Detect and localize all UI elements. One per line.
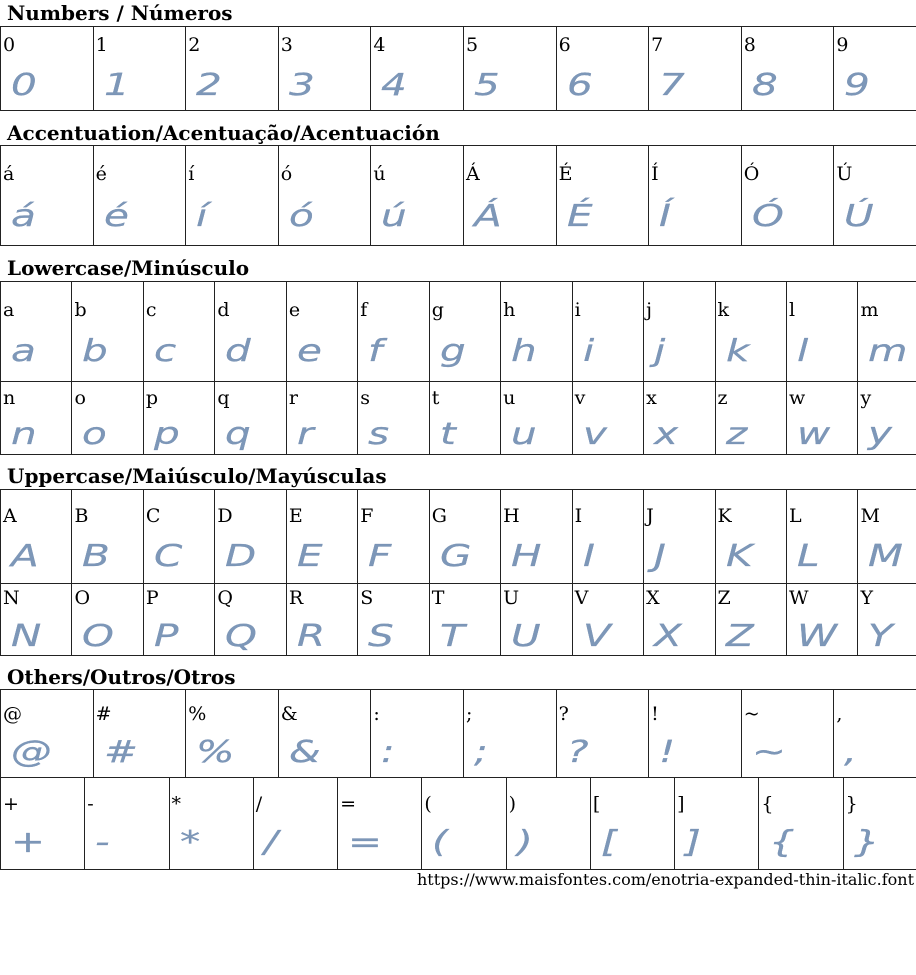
glyph-cell: [572, 282, 643, 382]
glyph-cell: [644, 282, 715, 382]
glyph-label: V: [574, 587, 589, 609]
glyph-sample: ]: [685, 825, 701, 860]
glyph-cell: [506, 778, 590, 870]
glyph-sample: [: [600, 825, 617, 860]
glyph-sample: 3: [288, 68, 315, 103]
glyph-label: v: [574, 387, 586, 409]
glyph-sample: V: [582, 619, 611, 654]
glyph-sample: ): [516, 825, 533, 860]
glyph-label: ,: [836, 703, 843, 725]
glyph-sample: R: [296, 619, 325, 654]
glyph-label: 0: [3, 34, 16, 56]
glyph-cell: [786, 490, 857, 584]
glyph-sample: 6: [566, 68, 593, 103]
glyph-label: F: [360, 505, 374, 527]
glyph-label: =: [340, 793, 356, 815]
glyph-cell: [286, 490, 357, 584]
lowercase-section-title: Lowercase/Minúsculo: [7, 256, 250, 280]
glyph-label: W: [788, 587, 809, 609]
glyph-sample: :: [381, 735, 396, 770]
glyph-sample: I: [582, 539, 595, 574]
glyph-sample: s: [368, 417, 390, 452]
uppercase-row-1: [1, 490, 916, 584]
glyph-sample: o: [82, 417, 108, 452]
glyph-cell: [286, 382, 357, 455]
glyph-sample: *: [179, 825, 200, 860]
glyph-sample: T: [439, 619, 465, 654]
glyph-label: x: [646, 387, 657, 409]
glyph-sample: d: [225, 334, 252, 369]
glyph-label: Q: [217, 587, 233, 609]
glyph-cell: [463, 146, 556, 246]
glyph-cell: [286, 584, 357, 656]
glyph-sample: #: [103, 735, 138, 770]
glyph-label: ;: [465, 703, 473, 725]
glyph-sample: p: [153, 417, 180, 452]
glyph-label: u: [503, 387, 516, 409]
glyph-label: 7: [651, 34, 664, 56]
glyph-cell: [572, 490, 643, 584]
glyph-label: ): [508, 793, 517, 815]
glyph-cell: [72, 382, 143, 455]
glyph-label: T: [431, 587, 445, 609]
glyph-label: f: [360, 299, 368, 321]
glyph-cell: [215, 382, 286, 455]
glyph-sample: b: [82, 334, 109, 369]
glyph-sample: ,: [844, 735, 858, 770]
glyph-label: X: [646, 587, 660, 609]
glyph-label: -: [87, 793, 94, 815]
glyph-cell: [501, 382, 572, 455]
glyph-label: s: [360, 387, 371, 409]
glyph-label: Z: [717, 587, 731, 609]
glyph-label: 3: [280, 34, 293, 56]
lowercase-table: [0, 281, 916, 455]
glyph-cell: [1, 146, 94, 246]
glyph-label: ó: [280, 163, 293, 185]
glyph-cell: [93, 690, 186, 778]
glyph-label: é: [95, 163, 107, 185]
glyph-label: á: [3, 163, 15, 185]
glyph-sample: w: [796, 417, 831, 452]
glyph-sample: ?: [566, 735, 589, 770]
glyph-cell: [358, 584, 429, 656]
glyph-cell: [169, 778, 253, 870]
glyph-cell: [278, 27, 371, 111]
glyph-label: D: [217, 505, 233, 527]
glyph-label: 6: [558, 34, 571, 56]
others-row-1: [1, 690, 916, 778]
glyph-sample: h: [511, 334, 537, 369]
glyph-cell: [786, 584, 857, 656]
glyph-sample: q: [225, 417, 252, 452]
glyph-sample: (: [432, 825, 449, 860]
glyph-sample: a: [11, 334, 36, 369]
glyph-sample: G: [439, 539, 472, 574]
glyph-sample: O: [82, 619, 115, 654]
glyph-sample: Í: [659, 199, 672, 234]
glyph-sample: U: [511, 619, 541, 654]
numbers-section-title: Numbers / Números: [7, 1, 233, 25]
glyph-label: Ó: [743, 163, 760, 185]
glyph-sample: z: [725, 417, 747, 452]
glyph-cell: [1, 690, 94, 778]
glyph-label: @: [3, 703, 22, 725]
uppercase-table: [0, 489, 916, 656]
glyph-label: r: [288, 387, 298, 409]
glyph-sample: é: [103, 199, 129, 234]
glyph-cell: [556, 690, 649, 778]
glyph-sample: !: [659, 735, 676, 770]
glyph-cell: [253, 778, 337, 870]
numbers-table: [0, 26, 916, 111]
glyph-sample: ú: [381, 199, 408, 234]
glyph-cell: [572, 382, 643, 455]
glyph-cell: [741, 146, 834, 246]
glyph-label: ]: [677, 793, 685, 815]
glyph-cell: [215, 584, 286, 656]
others-section-title: Others/Outros/Otros: [7, 665, 236, 689]
glyph-label: 4: [373, 34, 386, 56]
glyph-cell: [72, 584, 143, 656]
glyph-label: !: [651, 703, 659, 725]
lowercase-row-1: [1, 282, 916, 382]
others-row-2: [1, 778, 916, 870]
glyph-label: ú: [373, 163, 386, 185]
glyph-sample: ó: [288, 199, 314, 234]
glyph-cell: [644, 490, 715, 584]
glyph-label: K: [717, 505, 732, 527]
glyph-cell: [715, 584, 786, 656]
glyph-cell: [143, 282, 214, 382]
glyph-label: /: [255, 793, 263, 815]
glyph-cell: [843, 778, 916, 870]
glyph-cell: [371, 690, 464, 778]
glyph-label: y: [860, 387, 872, 409]
glyph-sample: ;: [473, 735, 488, 770]
glyph-sample: Q: [225, 619, 258, 654]
glyph-sample: X: [654, 619, 682, 654]
glyph-cell: [93, 27, 186, 111]
glyph-cell: [501, 490, 572, 584]
glyph-sample: Ó: [751, 199, 784, 234]
glyph-label: h: [503, 299, 516, 321]
glyph-sample: v: [582, 417, 607, 452]
glyph-sample: {: [769, 825, 796, 860]
glyph-label: c: [145, 299, 157, 321]
glyph-cell: [429, 490, 500, 584]
glyph-sample: @: [11, 735, 52, 770]
glyph-sample: D: [225, 539, 257, 574]
glyph-cell: [143, 490, 214, 584]
accents-table: [0, 145, 916, 246]
glyph-cell: [858, 282, 916, 382]
glyph-cell: [338, 778, 422, 870]
glyph-label: q: [217, 387, 230, 409]
glyph-cell: [741, 690, 834, 778]
glyph-cell: [741, 27, 834, 111]
glyph-sample: r: [296, 417, 314, 452]
glyph-cell: [358, 490, 429, 584]
glyph-cell: [358, 282, 429, 382]
glyph-sample: L: [796, 539, 820, 574]
glyph-cell: [371, 27, 464, 111]
glyph-cell: [858, 382, 916, 455]
glyph-cell: [371, 146, 464, 246]
glyph-cell: [649, 690, 742, 778]
glyph-label: í: [188, 163, 195, 185]
glyph-sample: Y: [868, 619, 894, 654]
glyph-label: z: [717, 387, 728, 409]
glyph-label: n: [3, 387, 16, 409]
glyph-sample: c: [153, 334, 177, 369]
glyph-cell: [675, 778, 759, 870]
glyph-sample: 8: [751, 68, 778, 103]
glyph-cell: [429, 382, 500, 455]
glyph-sample: H: [511, 539, 542, 574]
glyph-sample: -: [95, 825, 110, 860]
glyph-label: É: [558, 163, 573, 185]
glyph-cell: [215, 490, 286, 584]
glyph-sample: g: [439, 334, 466, 369]
glyph-cell: [556, 27, 649, 111]
glyph-cell: [143, 584, 214, 656]
footer-url: https://www.maisfontes.com/enotria-expanded-thin-italic.font: [416, 870, 914, 889]
glyph-cell: [858, 584, 916, 656]
glyph-sample: J: [654, 539, 667, 574]
accents-row: [1, 146, 916, 246]
lowercase-row-2: [1, 382, 916, 455]
glyph-cell: [186, 27, 279, 111]
glyph-cell: [649, 146, 742, 246]
glyph-label: Y: [860, 587, 873, 609]
glyph-cell: [590, 778, 674, 870]
glyph-sample: +: [11, 825, 45, 860]
glyph-cell: [429, 282, 500, 382]
glyph-label: w: [788, 387, 806, 409]
glyph-cell: [463, 690, 556, 778]
accents-section-title: Accentuation/Acentuação/Acentuación: [7, 121, 440, 145]
glyph-sample: l: [796, 334, 809, 369]
glyph-label: R: [288, 587, 304, 609]
glyph-label: S: [360, 587, 374, 609]
glyph-sample: %: [196, 735, 235, 770]
glyph-cell: [572, 584, 643, 656]
glyph-cell: [93, 146, 186, 246]
glyph-sample: 4: [381, 68, 408, 103]
glyph-cell: [286, 282, 357, 382]
glyph-label: P: [145, 587, 159, 609]
glyph-cell: [72, 282, 143, 382]
glyph-sample: 2: [196, 68, 222, 103]
glyph-cell: [85, 778, 169, 870]
numbers-row: [1, 27, 916, 111]
glyph-cell: [72, 490, 143, 584]
glyph-label: U: [503, 587, 520, 609]
glyph-sample: P: [153, 619, 179, 654]
glyph-label: B: [74, 505, 89, 527]
glyph-sample: =: [348, 825, 383, 860]
glyph-sample: &: [288, 735, 321, 770]
glyph-sample: n: [11, 417, 37, 452]
uppercase-section-title: Uppercase/Maiúsculo/Mayúsculas: [7, 464, 387, 488]
glyph-cell: [834, 690, 916, 778]
glyph-label: M: [860, 505, 880, 527]
glyph-cell: [786, 382, 857, 455]
glyph-sample: e: [296, 334, 322, 369]
glyph-label: [: [592, 793, 601, 815]
glyph-sample: 5: [473, 68, 500, 103]
glyph-label: }: [845, 793, 858, 815]
glyph-cell: [834, 27, 916, 111]
glyph-label: 1: [95, 34, 108, 56]
glyph-label: g: [431, 299, 444, 321]
glyph-label: C: [145, 505, 161, 527]
glyph-sample: f: [368, 334, 383, 369]
glyph-sample: 7: [659, 68, 685, 103]
glyph-sample: }: [853, 825, 880, 860]
glyph-label: ?: [558, 703, 569, 725]
glyph-label: H: [503, 505, 520, 527]
glyph-cell: [278, 146, 371, 246]
glyph-label: l: [788, 299, 796, 321]
glyph-sample: Z: [725, 619, 754, 654]
glyph-label: J: [646, 505, 654, 527]
glyph-label: G: [431, 505, 447, 527]
glyph-sample: 9: [844, 68, 871, 103]
glyph-label: e: [288, 299, 301, 321]
glyph-label: N: [3, 587, 20, 609]
glyph-sample: B: [82, 539, 111, 574]
glyph-cell: [834, 146, 916, 246]
glyph-label: Í: [651, 163, 659, 185]
glyph-sample: m: [868, 334, 908, 369]
uppercase-row-2: [1, 584, 916, 656]
glyph-sample: x: [654, 417, 679, 452]
glyph-cell: [715, 490, 786, 584]
glyph-sample: u: [511, 417, 537, 452]
glyph-cell: [186, 146, 279, 246]
glyph-label: %: [188, 703, 207, 725]
glyph-cell: [429, 584, 500, 656]
glyph-sample: K: [725, 539, 753, 574]
glyph-cell: [463, 27, 556, 111]
glyph-sample: M: [868, 539, 904, 574]
glyph-sample: Á: [473, 199, 502, 234]
glyph-cell: [759, 778, 843, 870]
glyph-sample: i: [582, 334, 594, 369]
glyph-cell: [786, 282, 857, 382]
glyph-label: 5: [465, 34, 479, 56]
glyph-sample: j: [654, 334, 666, 369]
glyph-cell: [422, 778, 506, 870]
glyph-sample: Ú: [844, 199, 875, 234]
glyph-sample: E: [296, 539, 323, 574]
glyph-label: E: [288, 505, 303, 527]
others-table-2: [0, 777, 916, 870]
glyph-sample: t: [439, 417, 456, 452]
glyph-label: #: [95, 703, 112, 725]
glyph-label: 2: [188, 34, 201, 56]
glyph-label: &: [280, 703, 298, 725]
glyph-cell: [644, 584, 715, 656]
others-table-1: [0, 689, 916, 778]
glyph-label: k: [717, 299, 730, 321]
glyph-sample: F: [368, 539, 392, 574]
glyph-cell: [556, 146, 649, 246]
glyph-cell: [715, 282, 786, 382]
glyph-label: +: [3, 793, 19, 815]
glyph-cell: [278, 690, 371, 778]
glyph-sample: S: [368, 619, 394, 654]
glyph-sample: k: [725, 334, 749, 369]
glyph-label: p: [145, 387, 159, 409]
glyph-sample: C: [153, 539, 183, 574]
glyph-label: b: [74, 299, 87, 321]
glyph-cell: [715, 382, 786, 455]
glyph-sample: W: [796, 619, 838, 654]
glyph-sample: É: [566, 199, 593, 234]
glyph-label: *: [171, 793, 182, 815]
glyph-label: t: [431, 387, 440, 409]
glyph-cell: [858, 490, 916, 584]
glyph-label: I: [574, 505, 583, 527]
glyph-label: o: [74, 387, 86, 409]
glyph-label: (: [424, 793, 432, 815]
glyph-cell: [1, 27, 94, 111]
glyph-cell: [1, 584, 72, 656]
glyph-cell: [358, 382, 429, 455]
glyph-cell: [501, 584, 572, 656]
glyph-sample: /: [263, 825, 278, 860]
glyph-cell: [1, 282, 72, 382]
glyph-sample: í: [196, 199, 208, 234]
glyph-cell: [1, 778, 85, 870]
glyph-cell: [1, 490, 72, 584]
glyph-cell: [649, 27, 742, 111]
glyph-sample: á: [11, 199, 36, 234]
glyph-label: m: [860, 299, 879, 321]
glyph-sample: A: [11, 539, 39, 574]
glyph-sample: y: [868, 417, 893, 452]
glyph-label: Ú: [836, 163, 853, 185]
glyph-cell: [186, 690, 279, 778]
glyph-label: Á: [465, 163, 480, 185]
glyph-label: L: [788, 505, 802, 527]
glyph-label: ~: [743, 703, 760, 725]
glyph-sample: N: [11, 619, 42, 654]
glyph-label: 9: [836, 34, 849, 56]
glyph-label: :: [373, 703, 380, 725]
glyph-label: d: [217, 299, 230, 321]
glyph-cell: [215, 282, 286, 382]
glyph-sample: 0: [11, 68, 37, 103]
glyph-label: {: [761, 793, 774, 815]
glyph-label: O: [74, 587, 91, 609]
glyph-label: A: [3, 505, 17, 527]
glyph-sample: 1: [103, 68, 130, 103]
glyph-sample: ~: [751, 735, 786, 770]
glyph-cell: [644, 382, 715, 455]
glyph-label: i: [574, 299, 581, 321]
glyph-label: 8: [743, 34, 756, 56]
glyph-cell: [143, 382, 214, 455]
glyph-label: a: [3, 299, 15, 321]
glyph-cell: [501, 282, 572, 382]
glyph-cell: [1, 382, 72, 455]
glyph-label: j: [646, 299, 652, 321]
